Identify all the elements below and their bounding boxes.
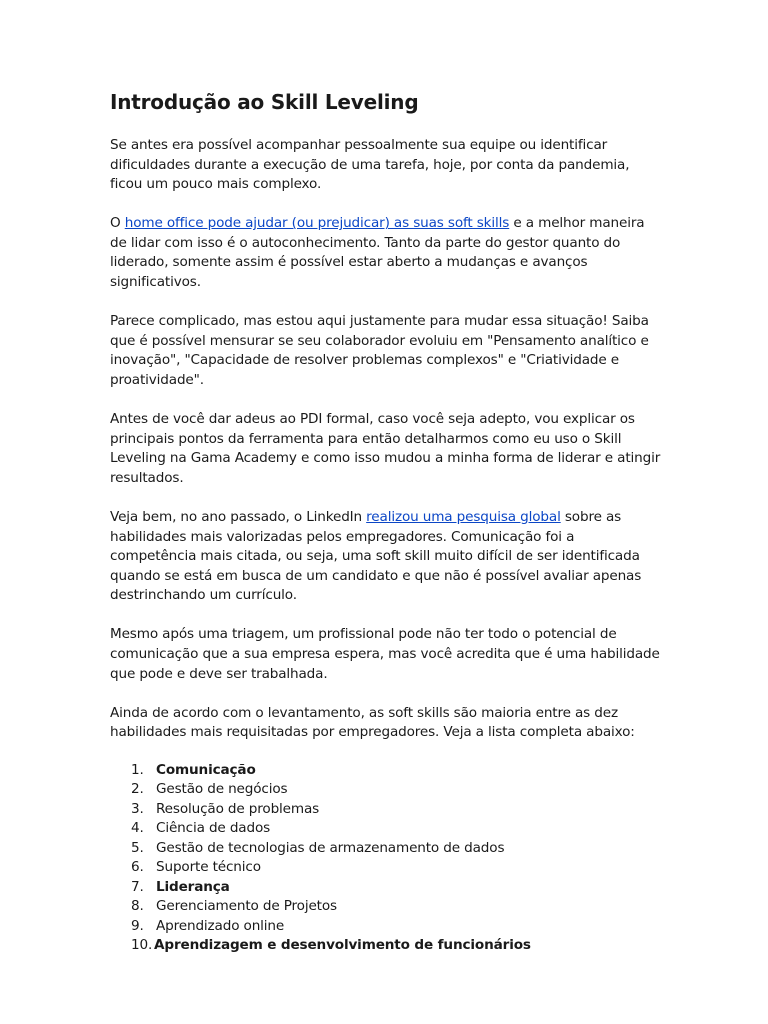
list-item	[110, 761, 662, 781]
paragraph-pdi: Antes de você dar adeus ao PDI formal, caso você seja adepto, vou explicar os principais pontos da ferramenta para então detalharmos como eu uso o Skill Leveling na Gama Academy e como isso mudou a minha forma de liderar e atingir resultados.	[110, 411, 661, 486]
list-text: Gestão de tecnologias de armazenamento de dados	[156, 839, 505, 856]
list-item	[110, 936, 662, 956]
list-number: 5.	[131, 839, 144, 856]
list-text: Aprendizagem e desenvolvimento de funcionários	[154, 937, 531, 954]
list-item	[110, 858, 662, 878]
list-text: Suporte técnico	[156, 859, 261, 876]
list-text: Gestão de negócios	[156, 781, 288, 798]
list-number: 4.	[131, 820, 144, 837]
list-item	[110, 917, 662, 937]
list-number: 7.	[131, 878, 144, 895]
list-number: 1.	[131, 761, 144, 778]
skills-list	[110, 761, 662, 956]
list-text: Liderança	[156, 878, 230, 895]
paragraph-complicated: Parece complicado, mas estou aqui justamente para mudar essa situação! Saiba que é possível mensurar se seu colaborador evoluiu em "Pensamento analítico e inovação", "Capacidade de resolver problemas complexos" e "Criatividade e proatividade".	[110, 313, 649, 388]
paragraph-intro: Se antes era possível acompanhar pessoalmente sua equipe ou identificar dificuldades durante a execução de uma tarefa, hoje, por conta da pandemia, ficou um pouco mais complexo.	[110, 137, 630, 193]
paragraph-levantamento: Ainda de acordo com o levantamento, as soft skills são maioria entre as dez habilidades mais requisitadas por empregadores. Veja a lista completa abaixo:	[110, 704, 635, 741]
paragraph-text: sobre as habilidades mais valorizadas pelos empregadores. Comunicação foi a competência mais citada, ou seja, uma soft skill muito difícil de ser identificada quando se está em busca de um candidato e que não é possível avaliar apenas destrinchando um currículo.	[110, 508, 642, 604]
paragraph-text: Veja bem, no ano passado, o LinkedIn	[110, 508, 367, 525]
list-item	[110, 897, 662, 917]
list-text: Ciência de dados	[156, 820, 271, 837]
list-number: 10.	[131, 937, 153, 954]
list-number: 9.	[131, 917, 144, 934]
paragraph-text: O	[110, 215, 125, 232]
page-title: Introdução ao Skill Leveling	[110, 90, 419, 114]
list-number: 2.	[131, 781, 144, 798]
list-text: Resolução de problemas	[156, 800, 320, 817]
list-text: Aprendizado online	[156, 917, 285, 934]
list-item	[110, 819, 662, 839]
list-item	[110, 839, 662, 859]
document-body	[110, 88, 662, 956]
link-home-office-soft-skills[interactable]: home office pode ajudar (ou prejudicar) as suas soft skills	[124, 215, 510, 232]
list-item	[110, 780, 662, 800]
list-text: Gerenciamento de Projetos	[156, 898, 337, 915]
list-number: 6.	[131, 859, 144, 876]
paragraph-triagem: Mesmo após uma triagem, um profissional pode não ter todo o potencial de comunicação que a sua empresa espera, mas você acredita que é uma habilidade que pode e deve ser trabalhada.	[110, 626, 660, 682]
list-text: Comunicação	[156, 761, 256, 778]
list-item	[110, 800, 662, 820]
paragraph-home-office	[110, 214, 662, 292]
paragraph-linkedin	[110, 508, 662, 606]
paragraph-text: e a melhor maneira de lidar com isso é o autoconhecimento. Tanto da parte do gestor quanto do liderado, somente assim é possível estar aberto a mudanças e avanços significativos.	[110, 215, 645, 291]
list-item	[110, 878, 662, 898]
list-number: 8.	[131, 898, 144, 915]
list-number: 3.	[131, 800, 144, 817]
link-pesquisa-global[interactable]: realizou uma pesquisa global	[366, 508, 561, 525]
